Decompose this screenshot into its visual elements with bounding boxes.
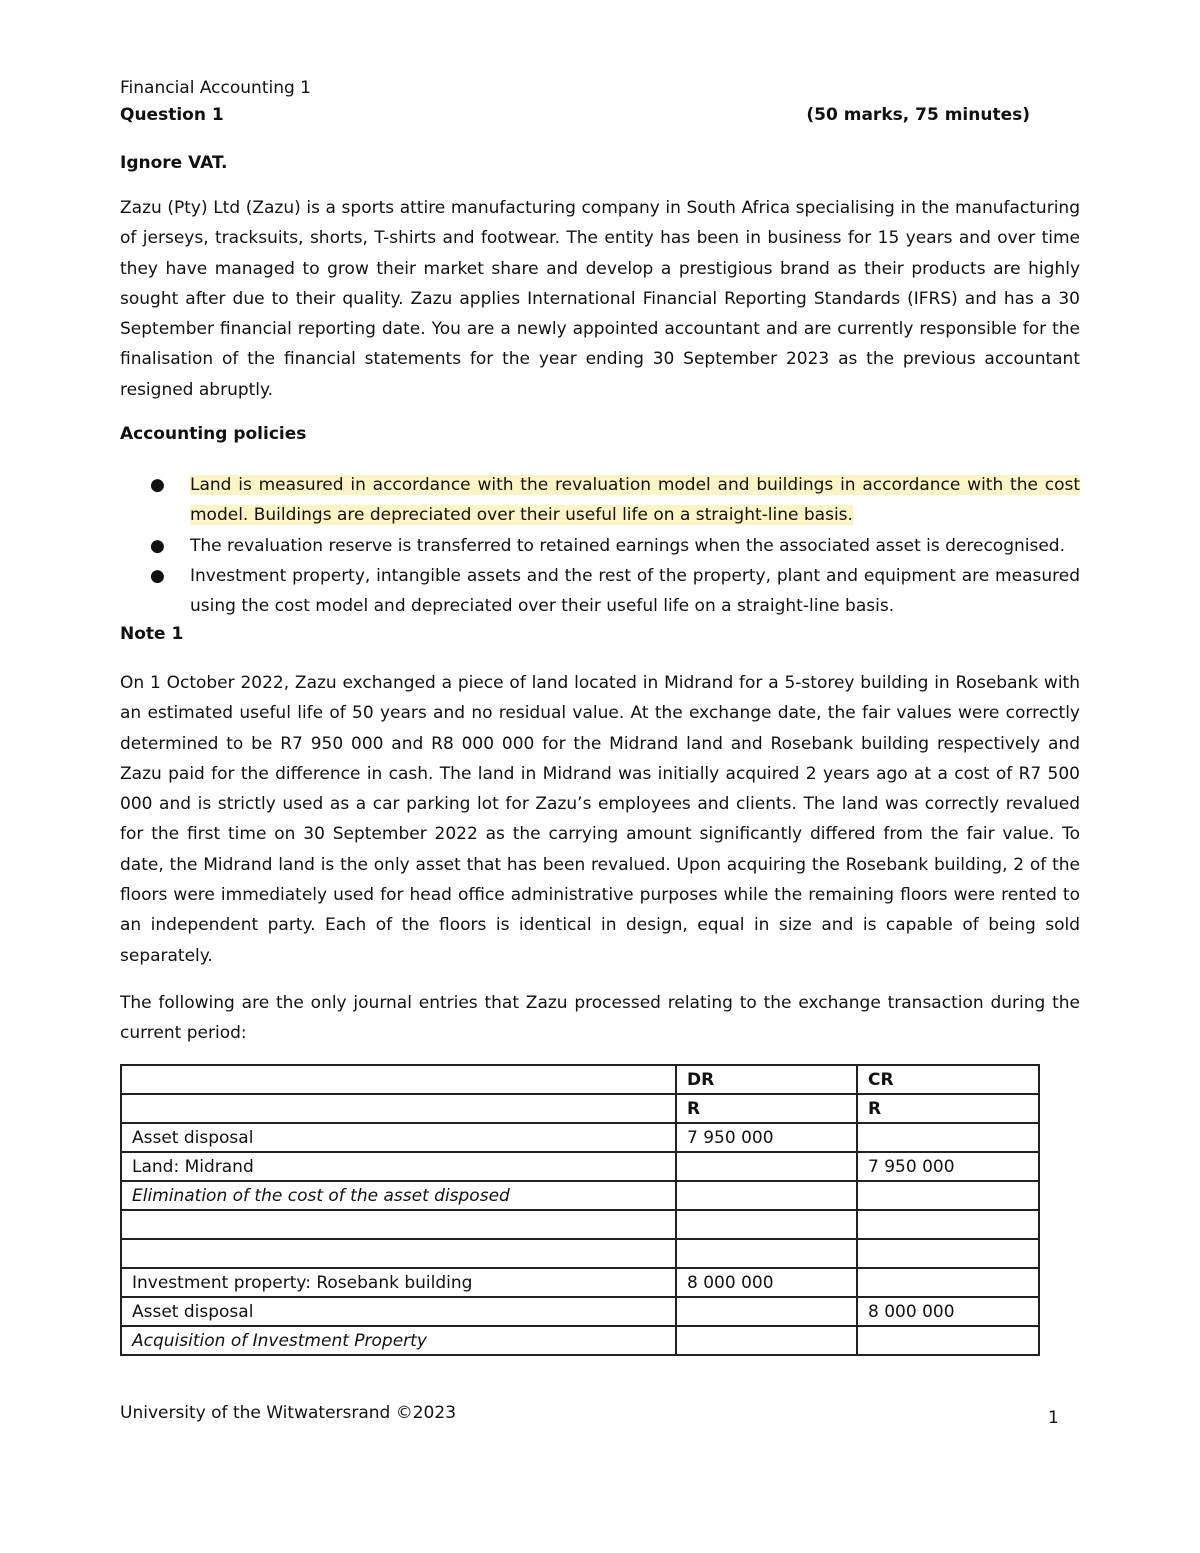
table-row bbox=[121, 1210, 1039, 1239]
table-row bbox=[121, 1123, 1039, 1152]
account-cell: Investment property: Rosebank building bbox=[121, 1268, 676, 1297]
credit-cell bbox=[857, 1123, 1039, 1152]
account-cell bbox=[121, 1239, 676, 1268]
debit-cell: 8 000 000 bbox=[676, 1268, 857, 1297]
policies-list bbox=[120, 470, 1080, 621]
bullet-icon: ● bbox=[150, 565, 165, 586]
policy-item bbox=[120, 561, 1080, 622]
narration-cell: Elimination of the cost of the asset disposed bbox=[121, 1181, 676, 1210]
document-title: Financial Accounting 1 bbox=[120, 78, 311, 98]
debit-cell bbox=[676, 1297, 857, 1326]
header-cell-cr: CR bbox=[857, 1065, 1039, 1094]
units-cell bbox=[121, 1094, 676, 1123]
journal-intro: The following are the only journal entries that Zazu processed relating to the exchange transaction during the current period: bbox=[120, 993, 1080, 1044]
table-row bbox=[121, 1268, 1039, 1297]
page-number: 1 bbox=[1048, 1408, 1059, 1428]
note-paragraph: On 1 October 2022, Zazu exchanged a piece of land located in Midrand for a 5-storey building in Rosebank with an estimated useful life of 50 years and no residual value. At the exchange date, the fair values were correctly determined to be R7 950 000 and R8 000 000 for the Midrand land and Rosebank building respectively and Zazu paid for the difference in cash. The land in Midrand was initially acquired 2 years ago at a cost of R7 500 000 and is strictly used as a car parking lot for Zazu’s employees and clients. The land was correctly revalued for the first time on 30 September 2022 as the carrying amount significantly differed from the fair value. To date, the Midrand land is the only asset that has been revalued. Upon acquiring the Rosebank building, 2 of the floors were immediately used for head office administrative purposes while the remaining floors were rented to an independent party. Each of the floors is identical in design, equal in size and is capable of being sold separately. bbox=[120, 673, 1080, 966]
note-heading: Note 1 bbox=[120, 624, 184, 644]
bullet-icon: ● bbox=[150, 475, 165, 495]
units-cell-cr: R bbox=[857, 1094, 1039, 1123]
debit-cell bbox=[676, 1326, 857, 1355]
table-row bbox=[121, 1181, 1039, 1210]
table-row bbox=[121, 1326, 1039, 1355]
debit-cell bbox=[676, 1210, 857, 1239]
credit-cell bbox=[857, 1181, 1039, 1210]
header-cell bbox=[121, 1065, 676, 1094]
table-row bbox=[121, 1239, 1039, 1268]
question-label: Question 1 bbox=[120, 105, 224, 125]
account-cell: Asset disposal bbox=[121, 1123, 676, 1152]
marks-label: (50 marks, 75 minutes) bbox=[806, 105, 1030, 125]
policy-text: Investment property, intangible assets and the rest of the property, plant and equipment are measured using the cost model and depreciated over their useful life on a straight-line basis. bbox=[190, 565, 1080, 617]
policy-item bbox=[120, 470, 1080, 531]
credit-cell bbox=[857, 1239, 1039, 1268]
table-header-row bbox=[121, 1065, 1039, 1094]
account-cell bbox=[121, 1210, 676, 1239]
account-cell: Land: Midrand bbox=[121, 1152, 676, 1181]
journal-table bbox=[120, 1064, 1040, 1356]
policies-heading: Accounting policies bbox=[120, 424, 307, 444]
footer-copyright: University of the Witwatersrand ©2023 bbox=[120, 1403, 457, 1423]
credit-cell: 7 950 000 bbox=[857, 1152, 1039, 1181]
policy-item bbox=[120, 531, 1080, 561]
debit-cell bbox=[676, 1181, 857, 1210]
narration-cell: Acquisition of Investment Property bbox=[121, 1326, 676, 1355]
question-header bbox=[120, 105, 1030, 125]
bullet-icon: ● bbox=[150, 535, 165, 556]
credit-cell bbox=[857, 1268, 1039, 1297]
credit-cell bbox=[857, 1210, 1039, 1239]
policy-text-highlighted: Land is measured in accordance with the revaluation model and buildings in accordance with the cost model. Buildings are depreciated over their useful life on a straight-line basis. bbox=[190, 475, 1080, 526]
units-cell-dr: R bbox=[676, 1094, 857, 1123]
debit-cell bbox=[676, 1152, 857, 1181]
credit-cell: 8 000 000 bbox=[857, 1297, 1039, 1326]
debit-cell bbox=[676, 1239, 857, 1268]
table-units-row bbox=[121, 1094, 1039, 1123]
table-row bbox=[121, 1152, 1039, 1181]
header-cell-dr: DR bbox=[676, 1065, 857, 1094]
intro-paragraph: Zazu (Pty) Ltd (Zazu) is a sports attire manufacturing company in South Africa specialising in the manufacturing of jerseys, tracksuits, shorts, T-shirts and footwear. The entity has been in business for 15 years and over time they have managed to grow their market share and develop a prestigious brand as their products are highly sought after due to their quality. Zazu applies International Financial Reporting Standards (IFRS) and has a 30 September financial reporting date. You are a newly appointed accountant and are currently responsible for the finalisation of the financial statements for the year ending 30 September 2023 as the previous accountant resigned abruptly. bbox=[120, 198, 1080, 400]
instruction: Ignore VAT. bbox=[120, 153, 228, 173]
account-cell: Asset disposal bbox=[121, 1297, 676, 1326]
table-row bbox=[121, 1297, 1039, 1326]
credit-cell bbox=[857, 1326, 1039, 1355]
debit-cell: 7 950 000 bbox=[676, 1123, 857, 1152]
policy-text: The revaluation reserve is transferred to retained earnings when the associated asset is derecognised. bbox=[190, 535, 1065, 556]
